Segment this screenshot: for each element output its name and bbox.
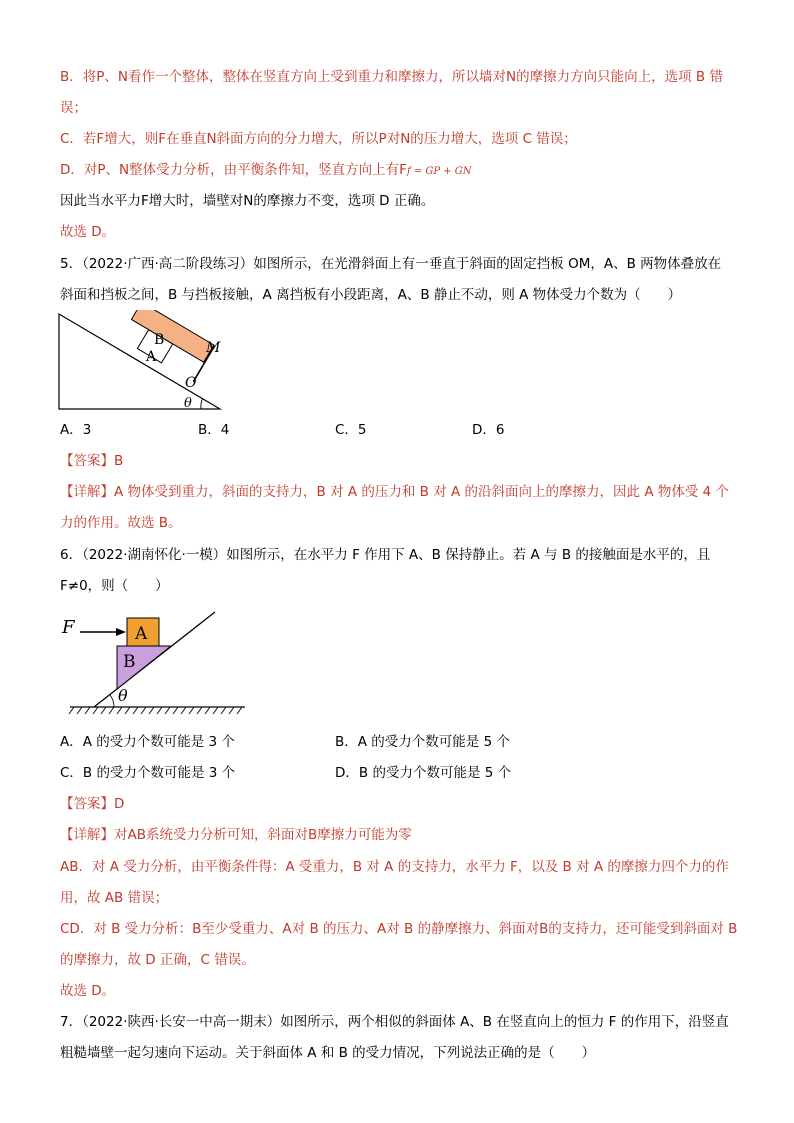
solution-line-c: C．若F增大，则F在垂直N斜面方向的分力增大，所以P对N的压力增大，选项 C 错误； bbox=[60, 131, 577, 147]
q6-detail-line2: AB．对 A 受力分析，由平衡条件得：A 受重力，B 对 A 的支持力，水平力 F，以及 B 对 A 的摩擦力四个力的作 bbox=[60, 859, 729, 875]
q6-detail-line4: CD．对 B 受力分析：B至少受重力、A对 B 的压力、A对 B 的静摩擦力、斜面对B的支持力，还可能受到斜面对 B bbox=[60, 921, 738, 937]
q5-option-b: B．4 bbox=[198, 422, 230, 438]
q6-ground-hatching bbox=[69, 707, 242, 714]
solution-line-d-text: D．对P、N整体受力分析，由平衡条件知，竖直方向上有F bbox=[60, 162, 407, 178]
q5-block-b bbox=[131, 310, 213, 362]
q6-stem-line1: 6．（2022·湖南怀化·一模）如图所示，在水平力 F 作用下 A、B 保持静止。若 A 与 B 的接触面是水平的，且 bbox=[60, 547, 711, 563]
q5-stem-line2: 斜面和挡板之间，B 与挡板接触，A 离挡板有小段距离，A、B 静止不动，则 A 物体受力个数为（ ） bbox=[60, 287, 682, 303]
q5-label-b: B bbox=[154, 332, 165, 348]
q6-option-b: B．A 的受力个数可能是 5 个 bbox=[335, 734, 510, 750]
q6-choice: 故选 D。 bbox=[60, 983, 116, 999]
solution-line-d-formula: f = GP + GN bbox=[406, 166, 472, 177]
q5-answer: 【答案】B bbox=[60, 453, 124, 469]
solution-line-d bbox=[60, 161, 472, 181]
solution-choice: 故选 D。 bbox=[60, 224, 116, 240]
q7-stem-line1: 7．（2022·陕西·长安一中高一期末）如图所示，两个相似的斜面体 A、B 在竖直向上的恒力 F 的作用下，沿竖直 bbox=[60, 1014, 729, 1030]
q5-stem-line1: 5．（2022·广西·高二阶段练习）如图所示，在光滑斜面上有一垂直于斜面的固定挡板 OM，A、B 两物体叠放在 bbox=[60, 256, 722, 272]
q6-incline-figure bbox=[60, 602, 250, 720]
solution-line-b1: B．将P、N看作一个整体，整体在竖直方向上受到重力和摩擦力，所以墙对N的摩擦力方向只能向上，选项 B 错 bbox=[60, 69, 723, 85]
q5-detail-line1: 【详解】A 物体受到重力，斜面的支持力，B 对 A 的压力和 B 对 A 的沿斜面向上的摩擦力，因此 A 物体受 4 个 bbox=[60, 484, 730, 500]
q5-angle-arc bbox=[201, 399, 203, 410]
q6-label-b: B bbox=[123, 652, 136, 672]
q5-incline-figure bbox=[55, 310, 230, 415]
solution-line-b2: 误； bbox=[60, 100, 87, 116]
q6-option-a: A．A 的受力个数可能是 3 个 bbox=[60, 734, 235, 750]
q6-option-d: D．B 的受力个数可能是 5 个 bbox=[335, 765, 512, 781]
q6-stem-line2: F≠0，则（ ） bbox=[60, 578, 169, 594]
q6-label-a: A bbox=[135, 624, 148, 644]
q5-option-a: A．3 bbox=[60, 422, 92, 438]
q7-stem-line2: 粗糙墙壁一起匀速向下运动。关于斜面体 A 和 B 的受力情况，下列说法正确的是（ ） bbox=[60, 1045, 596, 1061]
q6-detail-line3: 用，故 AB 错误； bbox=[60, 890, 169, 906]
q6-angle-arc bbox=[110, 695, 114, 707]
q6-arrow-head bbox=[116, 628, 126, 636]
q5-label-a: A bbox=[146, 349, 157, 365]
q5-label-m: M bbox=[206, 340, 221, 356]
q6-label-f: F bbox=[62, 617, 75, 638]
q6-label-theta: θ bbox=[118, 686, 128, 705]
q6-detail-line1: 【详解】对AB系统受力分析可知，斜面对B摩擦力可能为零 bbox=[60, 827, 412, 843]
solution-conclusion: 因此当水平力F增大时，墙壁对N的摩擦力不变，选项 D 正确。 bbox=[60, 193, 435, 209]
q5-label-o: O bbox=[185, 375, 197, 391]
q5-option-c: C．5 bbox=[335, 422, 367, 438]
q5-incline bbox=[59, 314, 220, 409]
q5-detail-line2: 力的作用。故选 B。 bbox=[60, 515, 182, 531]
q6-detail-line5: 的摩擦力，故 D 正确，C 错误。 bbox=[60, 952, 255, 968]
q6-option-c: C．B 的受力个数可能是 3 个 bbox=[60, 765, 236, 781]
q5-blocks bbox=[120, 310, 215, 382]
q5-label-theta: θ bbox=[184, 396, 192, 411]
q6-answer: 【答案】D bbox=[60, 796, 125, 812]
q5-option-d: D．6 bbox=[472, 422, 505, 438]
